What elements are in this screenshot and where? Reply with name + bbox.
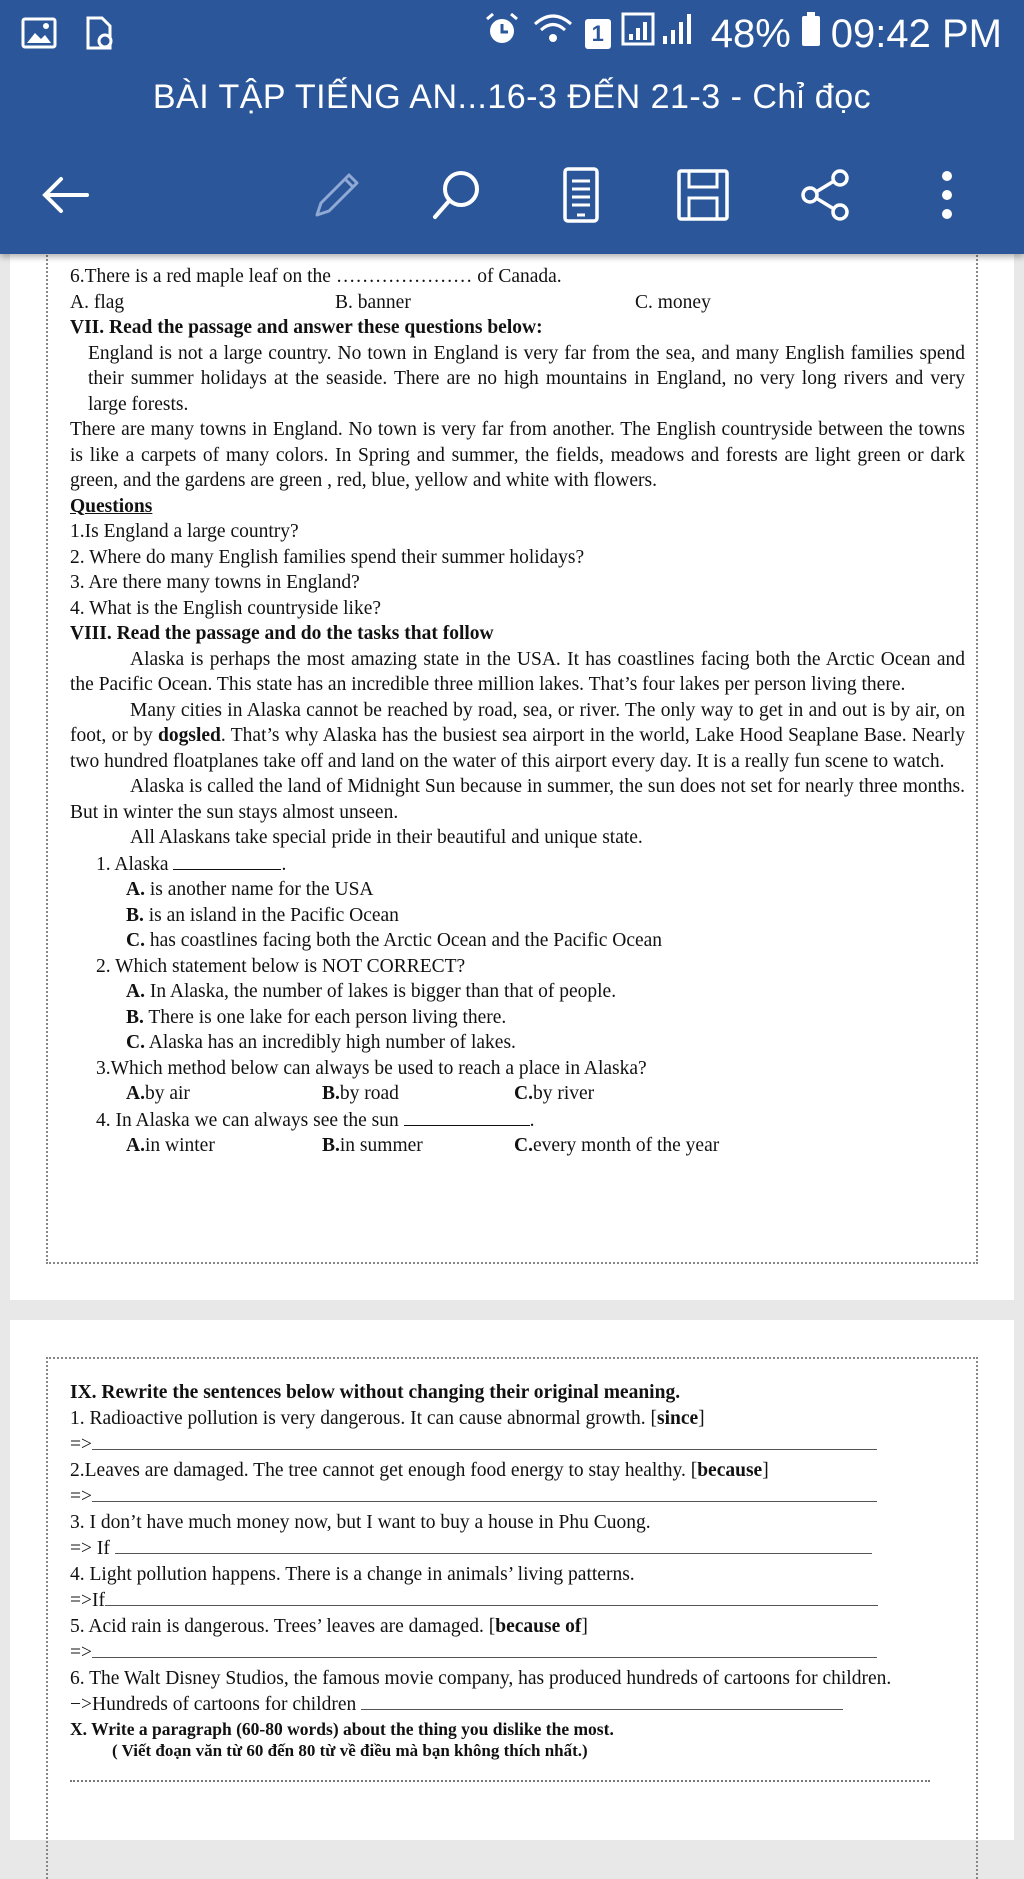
section-7-title: VII. Read the passage and answer these questions below: bbox=[70, 317, 543, 338]
share-icon bbox=[796, 166, 854, 224]
rewrite-5: 5. Acid rain is dangerous. Trees’ leaves are damaged. [because of] bbox=[70, 1615, 588, 1637]
page-1-content bbox=[70, 264, 965, 1159]
mc4-option-b: B.in summer bbox=[322, 1135, 423, 1156]
section-7-paragraph-2: There are many towns in England. No town is very far from another. The English countryside between the towns is like a carpets of many colors. In Spring and summer, the fields, meadows and forests are light green or dark green, and the gardens are green , red, blue, yellow and white with flowers. bbox=[70, 419, 965, 491]
share-button[interactable] bbox=[790, 160, 860, 230]
status-bar bbox=[0, 0, 1024, 72]
gallery-icon bbox=[20, 14, 58, 57]
save-button[interactable] bbox=[668, 160, 738, 230]
app-header bbox=[0, 0, 1024, 254]
option-c: C. money bbox=[635, 291, 711, 313]
section-8-paragraph-1: Alaska is perhaps the most amazing state in the USA. It has coastlines facing both the Arctic Ocean and the Pacific Ocean. This state has an incredible three million lakes. That’s four lakes per person living there. bbox=[70, 648, 965, 695]
reading-view-button[interactable] bbox=[546, 160, 616, 230]
section-10-subtitle: ( Viết đoạn văn từ 60 đến 80 từ về điều mà bạn không thích nhất.) bbox=[112, 1740, 588, 1760]
sim-badge: 1 bbox=[585, 19, 611, 49]
question-6: 6.There is a red maple leaf on the ………………… of Canada. bbox=[70, 266, 562, 287]
section-8-paragraph-4: All Alaskans take special pride in their beautiful and unique state. bbox=[130, 827, 643, 848]
section-10-title: X. Write a paragraph (60-80 words) about the thing you dislike the most. bbox=[70, 1718, 614, 1739]
s7-question-4: 4. What is the English countryside like? bbox=[70, 597, 382, 619]
option-b: B. banner bbox=[335, 291, 411, 313]
section-8-paragraph-3: Alaska is called the land of Midnight Sun because in summer, the sun does not set for nearly three months. But in winter the sun stays almost unseen. bbox=[70, 776, 965, 823]
rewrite-1-answer: => bbox=[70, 1431, 965, 1458]
rewrite-6: 6. The Walt Disney Studios, the famous movie company, has produced hundreds of cartoons for children. bbox=[70, 1667, 892, 1689]
rewrite-1: 1. Radioactive pollution is very dangerous. It can cause abnormal growth. [since] bbox=[70, 1407, 705, 1429]
mc2-option-b: B. There is one lake for each person living there. bbox=[126, 1006, 507, 1028]
search-button[interactable] bbox=[422, 160, 492, 230]
rewrite-4-answer: =>If bbox=[70, 1587, 965, 1614]
mc3-options bbox=[70, 1081, 965, 1107]
mc3-option-a: A.by air bbox=[126, 1083, 190, 1104]
mc1-option-a: A. is another name for the USA bbox=[126, 879, 374, 900]
question-6-options bbox=[70, 290, 965, 316]
section-8-title: VIII. Read the passage and do the tasks that follow bbox=[70, 623, 494, 644]
mc-question-1: 1. Alaska . bbox=[70, 851, 965, 878]
rewrite-4: 4. Light pollution happens. There is a change in animals’ living patterns. bbox=[70, 1563, 635, 1585]
clock-time: 09:42 PM bbox=[830, 11, 1002, 56]
document-title: BÀI TẬP TIẾNG AN...16-3 ĐẾN 21-3 - Chỉ đọc bbox=[152, 78, 872, 116]
battery-icon bbox=[801, 10, 821, 58]
section-9-title: IX. Rewrite the sentences below without changing their original meaning. bbox=[70, 1382, 681, 1403]
more-options-button[interactable] bbox=[912, 160, 982, 230]
rewrite-6-answer: −>Hundreds of cartoons for children bbox=[70, 1691, 965, 1718]
option-a: A. flag bbox=[70, 291, 125, 313]
alarm-icon bbox=[483, 10, 521, 58]
rewrite-5-answer: => bbox=[70, 1639, 965, 1666]
section-7-paragraph-1: England is not a large country. No town in England is very far from the sea, and many English families spend their summer holidays at the seaside. There are no high mountains in England, no very long rivers and very large forests. bbox=[88, 342, 965, 415]
wifi-icon bbox=[531, 10, 575, 58]
mc3-option-b: B.by road bbox=[322, 1083, 399, 1104]
s7-question-2: 2. Where do many English families spend their summer holidays? bbox=[70, 546, 585, 568]
edit-button[interactable] bbox=[300, 160, 370, 230]
rewrite-2-answer: => bbox=[70, 1483, 965, 1510]
battery-percent: 48% bbox=[710, 11, 791, 56]
mc3-option-c: C.by river bbox=[514, 1083, 595, 1104]
reading-view-icon bbox=[559, 165, 603, 225]
mc4-option-c: C.every month of the year bbox=[514, 1135, 720, 1156]
writing-line bbox=[70, 1774, 930, 1782]
mc2-option-c: C. Alaska has an incredibly high number of lakes. bbox=[126, 1032, 516, 1053]
file-sync-icon bbox=[80, 14, 118, 57]
page-2-content bbox=[70, 1380, 965, 1782]
mc4-options bbox=[70, 1133, 965, 1159]
rewrite-2: 2.Leaves are damaged. The tree cannot get enough food energy to stay healthy. [because] bbox=[70, 1459, 769, 1481]
signal-icon bbox=[621, 10, 701, 58]
s7-question-3: 3. Are there many towns in England? bbox=[70, 572, 360, 593]
mc-question-2: 2. Which statement below is NOT CORRECT? bbox=[96, 955, 466, 977]
mc4-option-a: A.in winter bbox=[126, 1135, 215, 1156]
pen-icon bbox=[305, 165, 365, 225]
save-icon bbox=[674, 166, 732, 224]
questions-heading: Questions bbox=[70, 495, 153, 517]
mc1-option-c: C. has coastlines facing both the Arctic Ocean and the Pacific Ocean bbox=[126, 930, 663, 951]
mc2-option-a: A. In Alaska, the number of lakes is bigger than that of people. bbox=[126, 981, 617, 1002]
mc-question-3: 3.Which method below can always be used to reach a place in Alaska? bbox=[96, 1057, 647, 1079]
mc1-option-b: B. is an island in the Pacific Ocean bbox=[126, 904, 399, 926]
toolbar bbox=[0, 150, 1024, 236]
search-icon bbox=[427, 165, 487, 225]
more-icon bbox=[937, 166, 957, 224]
rewrite-3: 3. I don’t have much money now, but I want to buy a house in Phu Cuong. bbox=[70, 1511, 651, 1533]
back-arrow-icon bbox=[37, 167, 93, 223]
rewrite-3-answer: => If bbox=[70, 1535, 965, 1562]
back-button[interactable] bbox=[30, 160, 100, 230]
mc-question-4: 4. In Alaska we can always see the sun . bbox=[70, 1107, 965, 1134]
section-8-paragraph-2: Many cities in Alaska cannot be reached by road, sea, or river. The only way to get in and out is by air, on foot, or by dogsled. That’s why Alaska has the busiest sea airport in the world, Lake Hood Seaplane Base. Nearly two hundred floatplanes take off and land on the water of this airport every day. It is a really fun scene to watch. bbox=[70, 699, 965, 772]
s7-question-1: 1.Is England a large country? bbox=[70, 521, 299, 542]
